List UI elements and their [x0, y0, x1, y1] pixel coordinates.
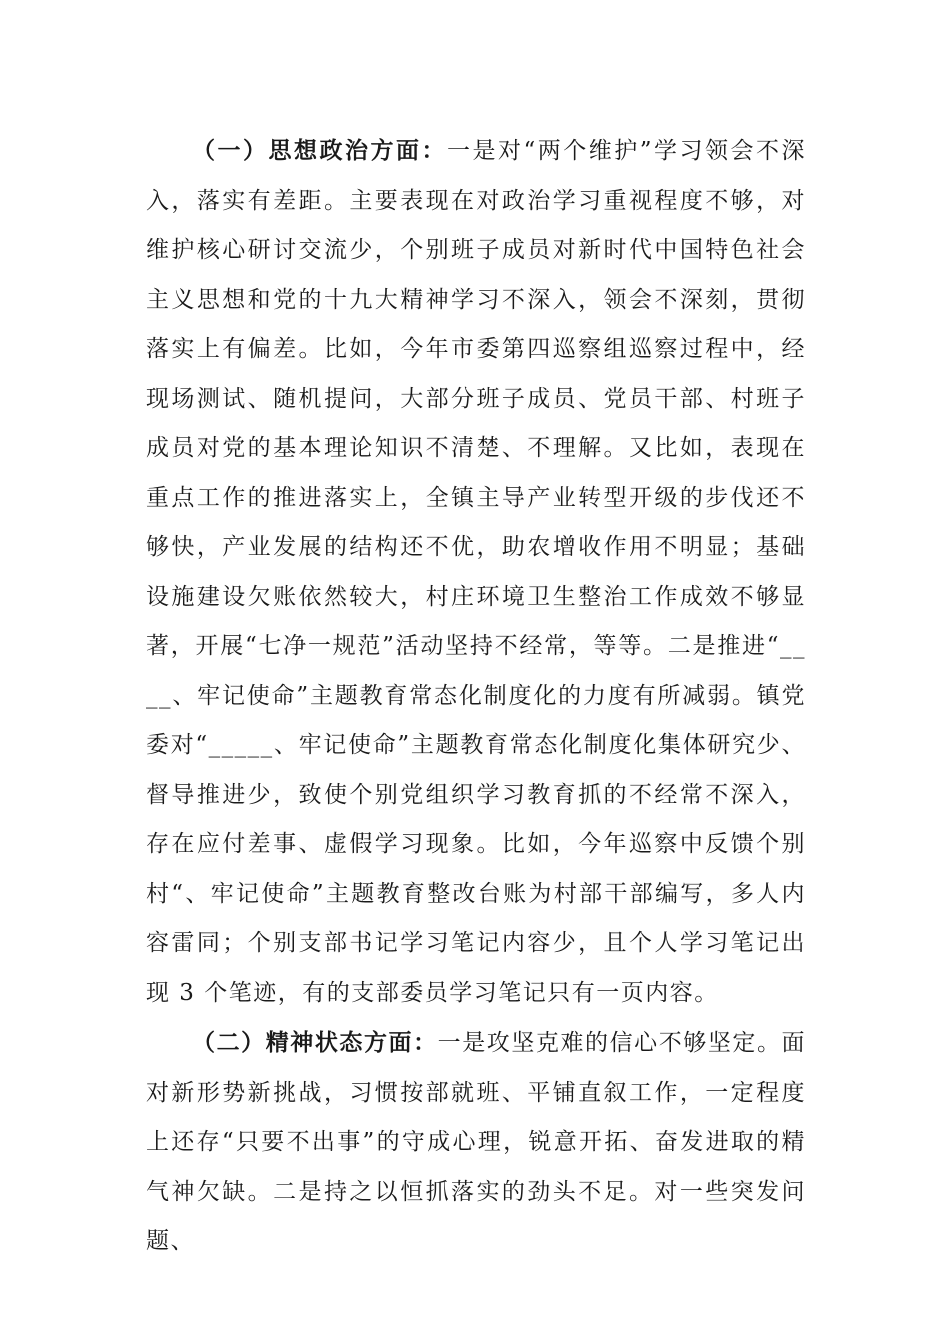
section-heading-mental-state: （二）精神状态方面：: [192, 1029, 438, 1056]
paragraph-text-mental-state: 一是攻坚克难的信心不够坚定。面对新形势新挑战，习惯按部就班、平铺直叙工作，一定程度上还存“只要不出事”的守成心理，锐意开拓、奋发进取的精气神欠缺。二是持之以恒抓落实的劲头不足。对一些突发问题、: [146, 1030, 806, 1254]
paragraph-mental-state: [146, 1018, 806, 1267]
document-body: [146, 126, 806, 1267]
paragraph-text-ideology-politics: 一是对“两个维护”学习领会不深入，落实有差距。主要表现在对政治学习重视程度不够，对维护核心研讨交流少，个别班子成员对新时代中国特色社会主义思想和党的十九大精神学习不深入，领会不深刻，贯彻落实上有偏差。比如，今年市委第四巡察组巡察过程中，经现场测试、随机提问，大部分班子成员、党员干部、村班子成员对党的基本理论知识不清楚、不理解。又比如，表现在重点工作的推进落实上，全镇主导产业转型开级的步伐还不够快，产业发展的结构还不优，助农增收作用不明显；基础设施建设欠账依然较大，村庄环境卫生整治工作成效不够显著，开展“七净一规范”活动坚持不经常，等等。二是推进“____、牢记使命”主题教育常态化制度化的力度有所减弱。镇党委对“_____、牢记使命”主题教育常态化制度化集体研究少、督导推进少，致使个别党组织学习教育抓的不经常不深入，存在应付差事、虚假学习现象。比如，今年巡察中反馈个别村“、牢记使命”主题教育整改台账为村部干部编写，多人内容雷同；个别支部书记学习笔记内容少，且个人学习笔记出现 3 个笔迹，有的支部委员学习笔记只有一页内容。: [146, 138, 806, 1006]
paragraph-ideology-politics: [146, 126, 806, 1018]
section-heading-ideology-politics: （一）思想政治方面：: [192, 137, 447, 164]
